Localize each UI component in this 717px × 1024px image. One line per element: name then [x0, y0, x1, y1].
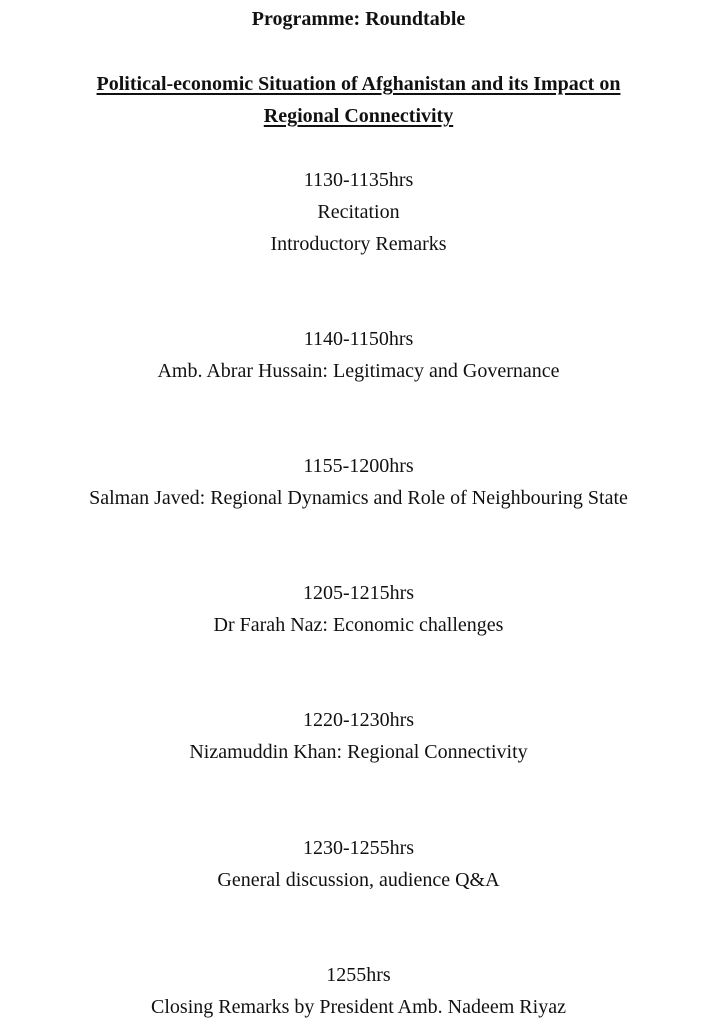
- programme-heading: Programme: Roundtable: [251, 8, 466, 30]
- slot-item: General discussion, audience Q&A: [217, 869, 500, 891]
- slot-time: 1155-1200hrs: [303, 455, 414, 477]
- slot-item: Nizamuddin Khan: Regional Connectivity: [189, 741, 528, 763]
- slot-time: 1205-1215hrs: [302, 582, 415, 604]
- slot-time: 1130-1135hrs: [303, 169, 414, 191]
- slot-item: Amb. Abrar Hussain: Legitimacy and Governance: [157, 360, 560, 382]
- slot-item: Introductory Remarks: [270, 233, 447, 255]
- slot-time: 1230-1255hrs: [302, 837, 415, 859]
- slot-item: Closing Remarks by President Amb. Nadeem Riyaz: [151, 996, 566, 1018]
- slot-item: Recitation: [317, 201, 400, 223]
- slot-time: 1255hrs: [326, 964, 391, 986]
- slot-time: 1140-1150hrs: [303, 328, 414, 350]
- event-title-line-2: Regional Connectivity: [263, 105, 454, 127]
- event-title-line-1: Political-economic Situation of Afghanistan and its Impact on: [96, 73, 621, 95]
- slot-item: Dr Farah Naz: Economic challenges: [213, 614, 504, 636]
- slot-item: Salman Javed: Regional Dynamics and Role of Neighbouring State: [89, 487, 628, 509]
- slot-time: 1220-1230hrs: [302, 709, 415, 731]
